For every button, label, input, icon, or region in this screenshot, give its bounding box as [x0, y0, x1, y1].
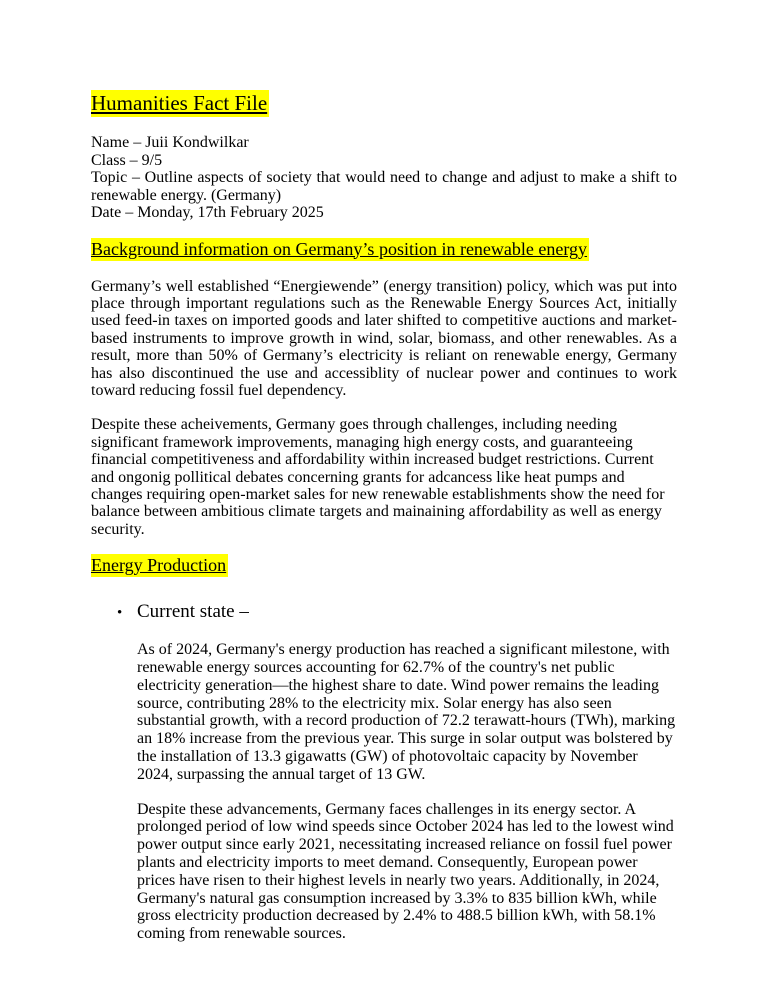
section-heading-energy-production: [91, 554, 677, 577]
meta-class-line: Class – 9/5: [91, 151, 163, 169]
section-heading-energy-production-text: Energy Production: [91, 555, 227, 576]
meta-date-line: Date – Monday, 17th February 2025: [91, 204, 324, 221]
document-title: Humanities Fact File: [91, 91, 268, 115]
section-heading-background: [91, 238, 677, 261]
bullet-item-current-state: [117, 601, 677, 624]
document-title-line: [91, 90, 677, 117]
bullet-marker-icon: •: [117, 605, 123, 622]
background-paragraph-2: Despite these acheivements, Germany goes through challenges, including needing significant framework improvements, managing high energy costs, and guaranteeing financial competitiveness and affordability within increased budget restrictions. Current and ongonig pollitical debates concerning grants for adcancess like heat pumps and changes requiring open-market sales for new renewable establishments show the need for balance between ambitious climate targets and mainaining affordability as well as energy security.: [91, 416, 665, 538]
bullet-item-label: Current state –: [137, 601, 249, 623]
current-state-paragraph-1: As of 2024, Germany's energy production has reached a significant milestone, with renewable energy sources accounting for 62.7% of the country's net public electricity generation—the highest share to date. Wind power remains the leading source, contributing 28% to the electricity mix. Solar energy has also seen substantial growth, with a record production of 72.2 terawatt-hours (TWh), marking an 18% increase from the previous year. This surge in solar output was bolstered by the installation of 13.3 gigawatts (GW) of photovoltaic capacity by November 2024, surpassing the annual target of 13 GW.: [137, 641, 676, 783]
meta-name-line: Name – Juii Kondwilkar: [91, 134, 249, 151]
document-content: [91, 90, 677, 943]
background-paragraph-1: Germany’s well established “Energiewende” (energy transition) policy, which was put into place through important regulations such as the Renewable Energy Sources Act, initially used feed-in taxes on imported goods and later shifted to competitive auctions and market-based instruments to improve growth in wind, solar, biomass, and other renewables. As a result, more than 50% of Germany’s electricity is reliant on renewable energy, Germany has also discontinued the use and accessiblity of nuclear power and continues to work toward reducing fossil fuel dependency.: [91, 277, 677, 399]
meta-topic-line: Topic – Outline aspects of society that would need to change and adjust to make a shift to renewable energy. (Germany): [91, 169, 677, 204]
section-heading-background-text: Background information on Germany’s position in renewable energy: [91, 238, 588, 259]
current-state-paragraph-2: Despite these advancements, Germany faces challenges in its energy sector. A prolonged period of low wind speeds since October 2024 has led to the lowest wind power output since early 2021, necessitating increased reliance on fossil fuel power plants and electricity imports to meet demand. Consequently, European power prices have risen to their highest levels in nearly two years. Additionally, in 2024, Germany's natural gas consumption increased by 3.3% to 835 billion kWh, while gross electricity production decreased by 2.4% to 488.5 billion kWh, with 58.1% coming from renewable sources.: [137, 800, 674, 943]
meta-block: [91, 134, 677, 222]
